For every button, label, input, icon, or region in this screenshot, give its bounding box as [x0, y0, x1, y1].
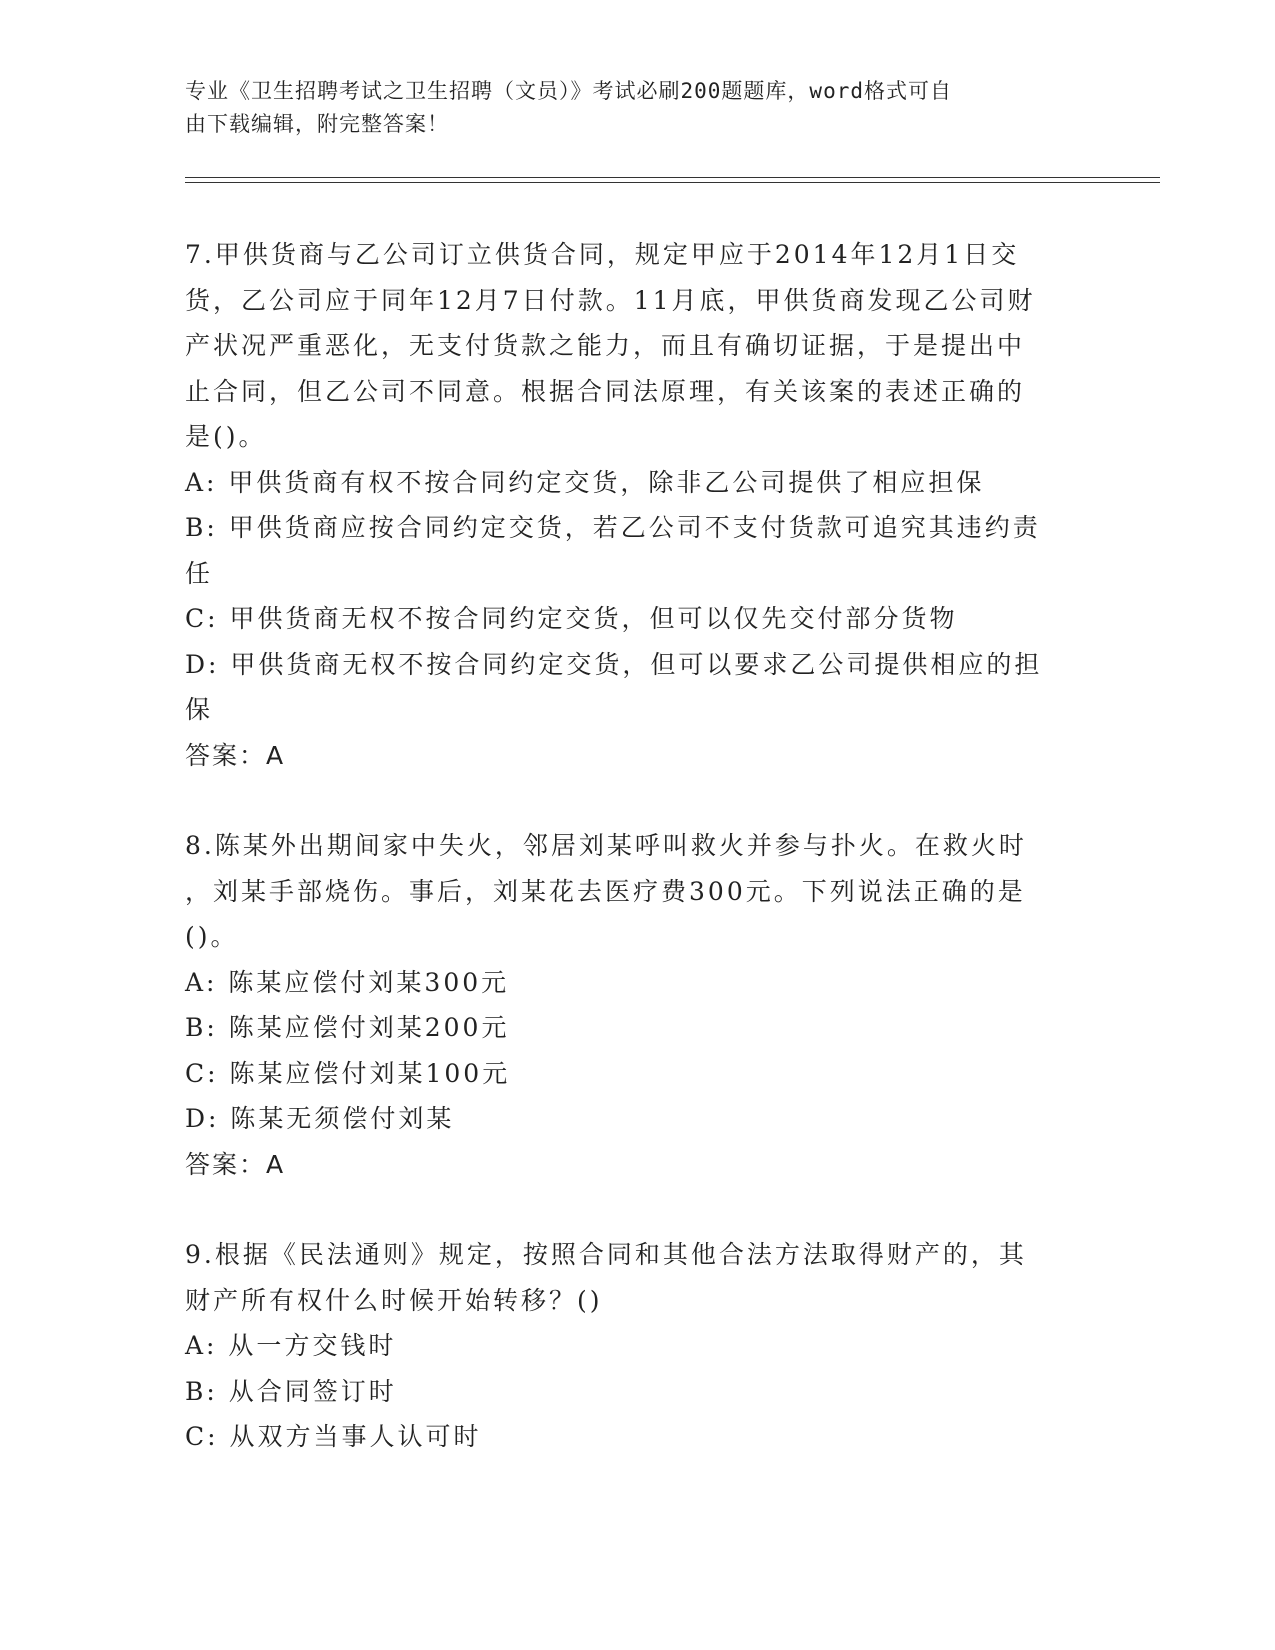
- option-a: A: 陈某应偿付刘某300元: [185, 967, 510, 997]
- option-d: D: 陈某无须偿付刘某: [185, 1104, 455, 1133]
- question-block: [185, 1232, 1085, 1460]
- document-header: [185, 75, 1075, 141]
- answer-text: 答案：A: [185, 1149, 286, 1179]
- question-text: 9.根据《民法通则》规定，按照合同和其他合法方法取得财产的，其: [185, 1240, 1027, 1269]
- option-c: C: 甲供货商无权不按合同约定交货，但可以仅先交付部分货物: [185, 604, 958, 633]
- option-b: 任: [185, 558, 214, 588]
- option-d: 保: [185, 695, 214, 724]
- option-b: B: 甲供货商应按合同约定交货，若乙公司不支付货款可追究其违约责: [185, 513, 1041, 542]
- question-text: 止合同，但乙公司不同意。根据合同法原理，有关该案的表述正确的: [185, 376, 1026, 406]
- question-block: [185, 232, 1085, 778]
- question-text: 产状况严重恶化，无支付货款之能力，而且有确切证据，于是提出中: [185, 331, 1026, 360]
- option-d: D: 甲供货商无权不按合同约定交货，但可以要求乙公司提供相应的担: [185, 649, 1043, 679]
- option-a: A: 从一方交钱时: [185, 1331, 397, 1360]
- question-text: 财产所有权什么时候开始转移？(): [185, 1285, 603, 1315]
- question-text: 货，乙公司应于同年12月7日付款。11月底，甲供货商发现乙公司财: [185, 285, 1036, 315]
- question-text: 8.陈某外出期间家中失火，邻居刘某呼叫救火并参与扑火。在救火时: [185, 831, 1027, 860]
- header-line: 由下载编辑，附完整答案！: [185, 112, 449, 136]
- header-line: 专业《卫生招聘考试之卫生招聘（文员）》考试必刷200题题库，word格式可自: [185, 79, 952, 103]
- question-text: ()。: [185, 922, 239, 951]
- question-list: [185, 232, 1085, 1460]
- spacer: [185, 778, 1085, 823]
- question-block: [185, 823, 1085, 1187]
- option-a: A: 甲供货商有权不按合同约定交货，除非乙公司提供了相应担保: [185, 467, 985, 497]
- header-divider: [185, 182, 1160, 183]
- question-text: ，刘某手部烧伤。事后，刘某花去医疗费300元。下列说法正确的是: [185, 876, 1026, 906]
- header-divider: [185, 177, 1160, 178]
- option-b: B: 陈某应偿付刘某200元: [185, 1013, 510, 1042]
- answer-text: 答案：A: [185, 740, 286, 770]
- question-text: 是()。: [185, 422, 267, 451]
- option-c: C: 陈某应偿付刘某100元: [185, 1058, 511, 1088]
- spacer: [185, 1187, 1085, 1232]
- option-b: B: 从合同签订时: [185, 1376, 397, 1406]
- question-text: 7.甲供货商与乙公司订立供货合同，规定甲应于2014年12月1日交: [185, 240, 1020, 269]
- option-c: C: 从双方当事人认可时: [185, 1422, 482, 1451]
